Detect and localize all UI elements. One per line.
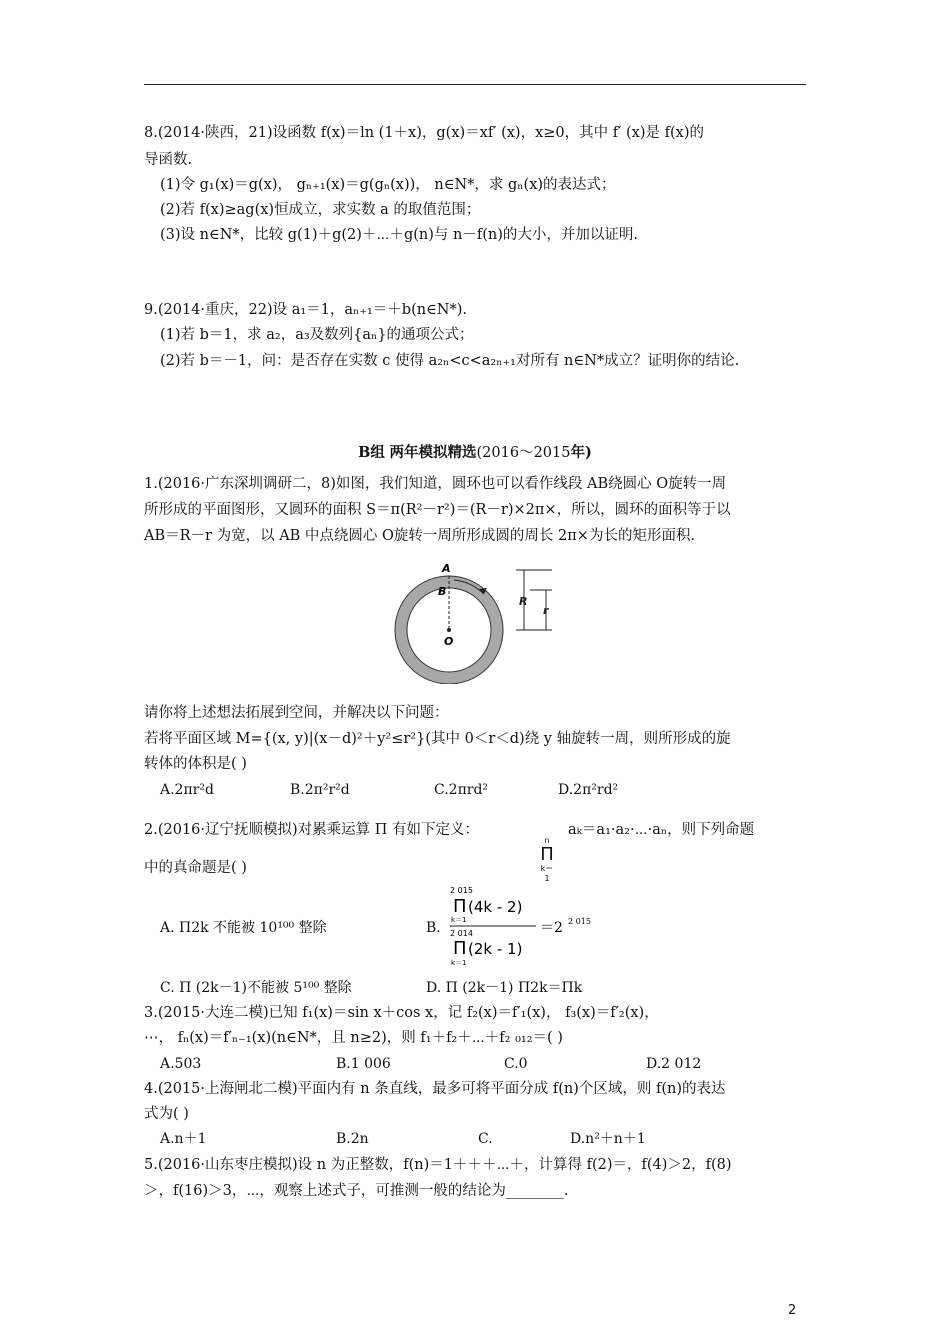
option-b-exponent: 2 015 — [568, 917, 591, 926]
problem-8-part-2: (2)若 f(x)≥ag(x)恒成立，求实数 a 的取值范围； — [160, 202, 481, 218]
label-a: A — [442, 562, 451, 575]
q2-line-1a: 2.(2016·辽宁抚顺模拟)对累乘运算 Π 有如下定义： — [144, 822, 480, 838]
section-b-group: B组 — [358, 444, 385, 461]
q4-line-1: 4.(2015·上海闸北二模)平面内有 n 条直线，最多可将平面分成 f(n)个区域，则 f(n)的表达 — [144, 1081, 726, 1097]
den-lower-limit: k＝1 — [451, 959, 467, 967]
q2-product-notation — [540, 836, 554, 884]
num-expression: (4k - 2) — [468, 898, 523, 916]
q5-line-2: ＞，f(16)＞3，⋯，观察上述式子，可推测一般的结论为________. — [144, 1183, 569, 1199]
q3-option-d: D.2 012 — [646, 1056, 702, 1072]
annulus-figure — [380, 558, 570, 684]
q1-line-1: 1.(2016·广东深圳调研二，8)如图，我们知道，圆环也可以看作线段 AB绕圆心 O旋转一周 — [144, 476, 727, 492]
problem-8-line-1: 8.(2014·陕西，21)设函数 f(x)＝ln (1＋x)，g(x)＝xf′ (x)，x≥0，其中 f′ (x)是 f(x)的 — [144, 125, 704, 141]
q3-option-b: B.1 006 — [336, 1056, 391, 1072]
page-number: 2 — [788, 1303, 797, 1318]
q3-option-c: C.0 — [504, 1056, 528, 1072]
q1-line-3: AB＝R－r 为宽，以 AB 中点绕圆心 O旋转一周所形成圆的周长 2π×为长的矩形面积. — [144, 528, 696, 544]
problem-9-part-1: (1)若 b＝1，求 a₂，a₃及数列{aₙ}的通项公式； — [160, 327, 474, 343]
num-upper-limit: 2 015 — [450, 886, 473, 895]
label-small-r: r — [543, 604, 549, 617]
label-big-r: R — [519, 595, 528, 608]
problem-8-line-2: 导函数. — [144, 152, 193, 168]
section-b-nian: 年) — [570, 444, 592, 461]
q5-line-1: 5.(2016·山东枣庄模拟)设 n 为正整数，f(n)＝1＋＋＋⋯＋，计算得 f(2)＝，f(4)＞2，f(8) — [144, 1157, 732, 1173]
q4-option-d: D.n²＋n＋1 — [570, 1131, 646, 1147]
q4-option-b: B.2n — [336, 1131, 369, 1147]
header-rule — [144, 84, 806, 85]
q3-line-1: 3.(2015·大连二模)已知 f₁(x)＝sin x＋cos x，记 f₂(x)＝f′₁(x)， f₃(x)＝f′₂(x)， — [144, 1005, 659, 1021]
q2-option-a: A. Π2k 不能被 10¹⁰⁰ 整除 — [160, 920, 327, 936]
q2-option-b-label: B. — [426, 920, 441, 936]
product-lower-limit: k＝1 — [540, 864, 554, 883]
q1-line-4: 请你将上述想法拓展到空间，并解决以下问题： — [144, 705, 449, 721]
problem-9-line-1: 9.(2014·重庆，22)设 a₁＝1，aₙ₊₁＝＋b(n∈N*). — [144, 302, 467, 318]
num-lower-limit: k＝1 — [451, 916, 467, 924]
q1-option-a: A.2πr²d — [160, 782, 214, 798]
q3-line-2: ⋯， fₙ(x)＝f′ₙ₋₁(x)(n∈N*，且 n≥2)，则 f₁＋f₂＋⋯＋f₂ ₀₁₂＝( ) — [144, 1030, 563, 1046]
product-upper-limit: n — [544, 836, 550, 845]
den-expression: (2k - 1) — [468, 940, 523, 958]
problem-8-part-1: (1)令 g₁(x)＝g(x)， gₙ₊₁(x)＝g(gₙ(x))， n∈N*，求 gₙ(x)的表达式； — [160, 177, 616, 193]
q1-option-d: D.2π²rd² — [558, 782, 619, 798]
q3-option-a: A.503 — [160, 1056, 202, 1072]
section-b-heading — [144, 443, 806, 463]
q2-line-2: 中的真命题是( ) — [144, 860, 247, 876]
q1-option-b: B.2π²r²d — [290, 782, 350, 798]
q1-line-2: 所形成的平面图形，又圆环的面积 S＝π(R²－r²)＝(R－r)×2π×，所以，圆环的面积等于以 — [144, 502, 731, 518]
product-symbol: Π — [540, 844, 554, 865]
den-product-symbol: Π — [453, 938, 467, 959]
q1-line-6: 转体的体积是( ) — [144, 756, 247, 772]
num-product-symbol: Π — [453, 896, 467, 917]
problem-8-part-3: (3)设 n∈N*，比较 g(1)＋g(2)＋⋯＋g(n)与 n－f(n)的大小，并加以证明. — [160, 227, 638, 243]
q2-line-1b: aₖ＝a₁·a₂·⋯·aₙ，则下列命题 — [568, 822, 755, 838]
section-b-years: (2016～2015 — [476, 445, 571, 461]
q2-option-c: C. Π (2k－1)不能被 5¹⁰⁰ 整除 — [160, 980, 352, 996]
q4-option-c: C. — [478, 1131, 493, 1147]
q1-line-5: 若将平面区域 M={(x, y)|(x－d)²＋y²≤r²}(其中 0＜r＜d)绕 y 轴旋转一周，则所形成的旋 — [144, 731, 731, 747]
problem-9-part-2: (2)若 b＝－1，问：是否存在实数 c 使得 a₂ₙ<c<a₂ₙ₊₁对所有 n∈N*成立？证明你的结论. — [160, 353, 740, 369]
q2-option-b-fraction — [448, 884, 598, 970]
section-b-title: 两年模拟精选 — [389, 444, 477, 461]
q4-line-2: 式为( ) — [144, 1106, 189, 1122]
label-o: O — [444, 635, 454, 648]
option-b-rhs: ＝2 — [540, 920, 563, 936]
den-upper-limit: 2 014 — [450, 929, 473, 938]
center-point — [447, 628, 451, 632]
label-b: B — [438, 585, 447, 598]
q4-option-a: A.n＋1 — [160, 1131, 207, 1147]
q1-option-c: C.2πrd² — [434, 782, 489, 798]
q2-option-d: D. Π (2k－1) Π2k＝Πk — [426, 980, 583, 996]
